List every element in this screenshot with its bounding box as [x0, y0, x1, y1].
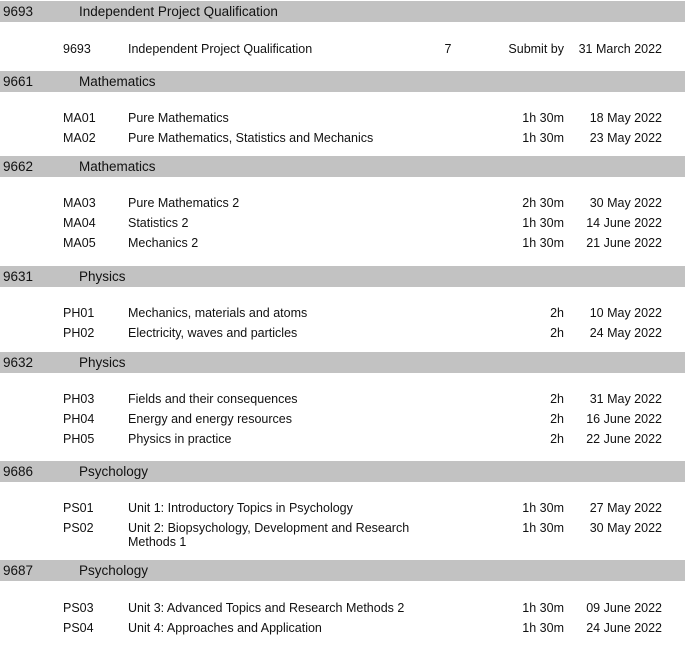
unit-title: Mechanics, materials and atoms	[128, 306, 308, 320]
unit-duration: Submit by	[508, 42, 564, 56]
section-header	[0, 1, 685, 22]
unit-code: PS04	[63, 621, 94, 635]
unit-row	[0, 326, 685, 346]
unit-row	[0, 412, 685, 432]
unit-duration: 2h 30m	[522, 196, 564, 210]
unit-date: 24 May 2022	[589, 326, 662, 340]
unit-title: Fields and their consequences	[128, 392, 298, 406]
unit-title: Mechanics 2	[128, 236, 199, 250]
section-code: 9631	[3, 269, 34, 284]
unit-duration: 1h 30m	[522, 111, 564, 125]
unit-code: MA02	[63, 131, 96, 145]
section-code: 9687	[3, 563, 34, 578]
section-header	[0, 461, 685, 482]
unit-duration: 1h 30m	[522, 501, 564, 515]
unit-code: MA04	[63, 216, 96, 230]
unit-row	[0, 236, 685, 256]
unit-code: PH02	[63, 326, 95, 340]
unit-code: PS02	[63, 521, 94, 535]
unit-duration: 2h	[550, 392, 564, 406]
section-subject: Independent Project Qualification	[79, 4, 278, 19]
unit-date: 10 May 2022	[589, 306, 662, 320]
unit-row	[0, 501, 685, 521]
unit-code: MA03	[63, 196, 96, 210]
unit-code: PH04	[63, 412, 95, 426]
section-subject: Psychology	[79, 464, 149, 479]
unit-title: Energy and energy resources	[128, 412, 292, 426]
unit-duration: 2h	[550, 412, 564, 426]
unit-duration: 2h	[550, 306, 564, 320]
unit-duration: 1h 30m	[522, 621, 564, 635]
unit-row	[0, 306, 685, 326]
unit-duration: 1h 30m	[522, 216, 564, 230]
unit-row	[0, 42, 685, 62]
unit-row	[0, 111, 685, 131]
section-subject: Physics	[79, 355, 126, 370]
unit-title: Unit 4: Approaches and Application	[128, 621, 322, 635]
unit-duration: 1h 30m	[522, 236, 564, 250]
unit-date: 16 June 2022	[586, 412, 662, 426]
unit-extra: 7	[444, 42, 452, 56]
unit-code: MA05	[63, 236, 96, 250]
unit-row	[0, 131, 685, 151]
unit-title: Independent Project Qualification	[128, 42, 313, 56]
section-subject: Mathematics	[79, 74, 156, 89]
section-header	[0, 71, 685, 92]
unit-duration: 1h 30m	[522, 521, 564, 535]
section-subject: Mathematics	[79, 159, 156, 174]
unit-code: PH01	[63, 306, 95, 320]
unit-row	[0, 392, 685, 412]
section-subject: Psychology	[79, 563, 149, 578]
unit-date: 23 May 2022	[589, 131, 662, 145]
unit-row	[0, 621, 685, 641]
section-header	[0, 352, 685, 373]
unit-title: Pure Mathematics, Statistics and Mechanics	[128, 131, 374, 145]
unit-code: MA01	[63, 111, 96, 125]
section-code: 9693	[3, 4, 34, 19]
unit-date: 30 May 2022	[589, 196, 662, 210]
unit-title: Pure Mathematics 2	[128, 196, 240, 210]
unit-date: 30 May 2022	[589, 521, 662, 535]
unit-duration: 2h	[550, 432, 564, 446]
unit-duration: 1h 30m	[522, 601, 564, 615]
unit-row	[0, 196, 685, 216]
unit-title: Unit 1: Introductory Topics in Psychology	[128, 501, 353, 515]
unit-row	[0, 601, 685, 621]
unit-date: 21 June 2022	[586, 236, 662, 250]
unit-date: 14 June 2022	[586, 216, 662, 230]
unit-code: PH03	[63, 392, 95, 406]
unit-row	[0, 216, 685, 236]
section-header	[0, 156, 685, 177]
unit-row	[0, 432, 685, 452]
unit-title: Electricity, waves and particles	[128, 326, 298, 340]
unit-row	[0, 521, 685, 549]
unit-date: 31 March 2022	[578, 42, 662, 56]
unit-code: PS03	[63, 601, 94, 615]
unit-title: Pure Mathematics	[128, 111, 229, 125]
unit-date: 18 May 2022	[589, 111, 662, 125]
section-header	[0, 266, 685, 287]
unit-date: 09 June 2022	[586, 601, 662, 615]
unit-date: 24 June 2022	[586, 621, 662, 635]
unit-date: 31 May 2022	[589, 392, 662, 406]
section-header	[0, 560, 685, 581]
unit-code: 9693	[63, 42, 91, 56]
section-code: 9632	[3, 355, 34, 370]
unit-title: Physics in practice	[128, 432, 232, 446]
unit-title: Statistics 2	[128, 216, 189, 230]
unit-title: Unit 3: Advanced Topics and Research Methods 2	[128, 601, 405, 615]
unit-date: 22 June 2022	[586, 432, 662, 446]
section-subject: Physics	[79, 269, 126, 284]
unit-duration: 2h	[550, 326, 564, 340]
section-code: 9662	[3, 159, 34, 174]
section-code: 9686	[3, 464, 34, 479]
section-code: 9661	[3, 74, 34, 89]
unit-code: PH05	[63, 432, 95, 446]
unit-code: PS01	[63, 501, 94, 515]
unit-duration: 1h 30m	[522, 131, 564, 145]
unit-title: Unit 2: Biopsychology, Development and Research Methods 1	[128, 521, 410, 549]
unit-date: 27 May 2022	[589, 501, 662, 515]
